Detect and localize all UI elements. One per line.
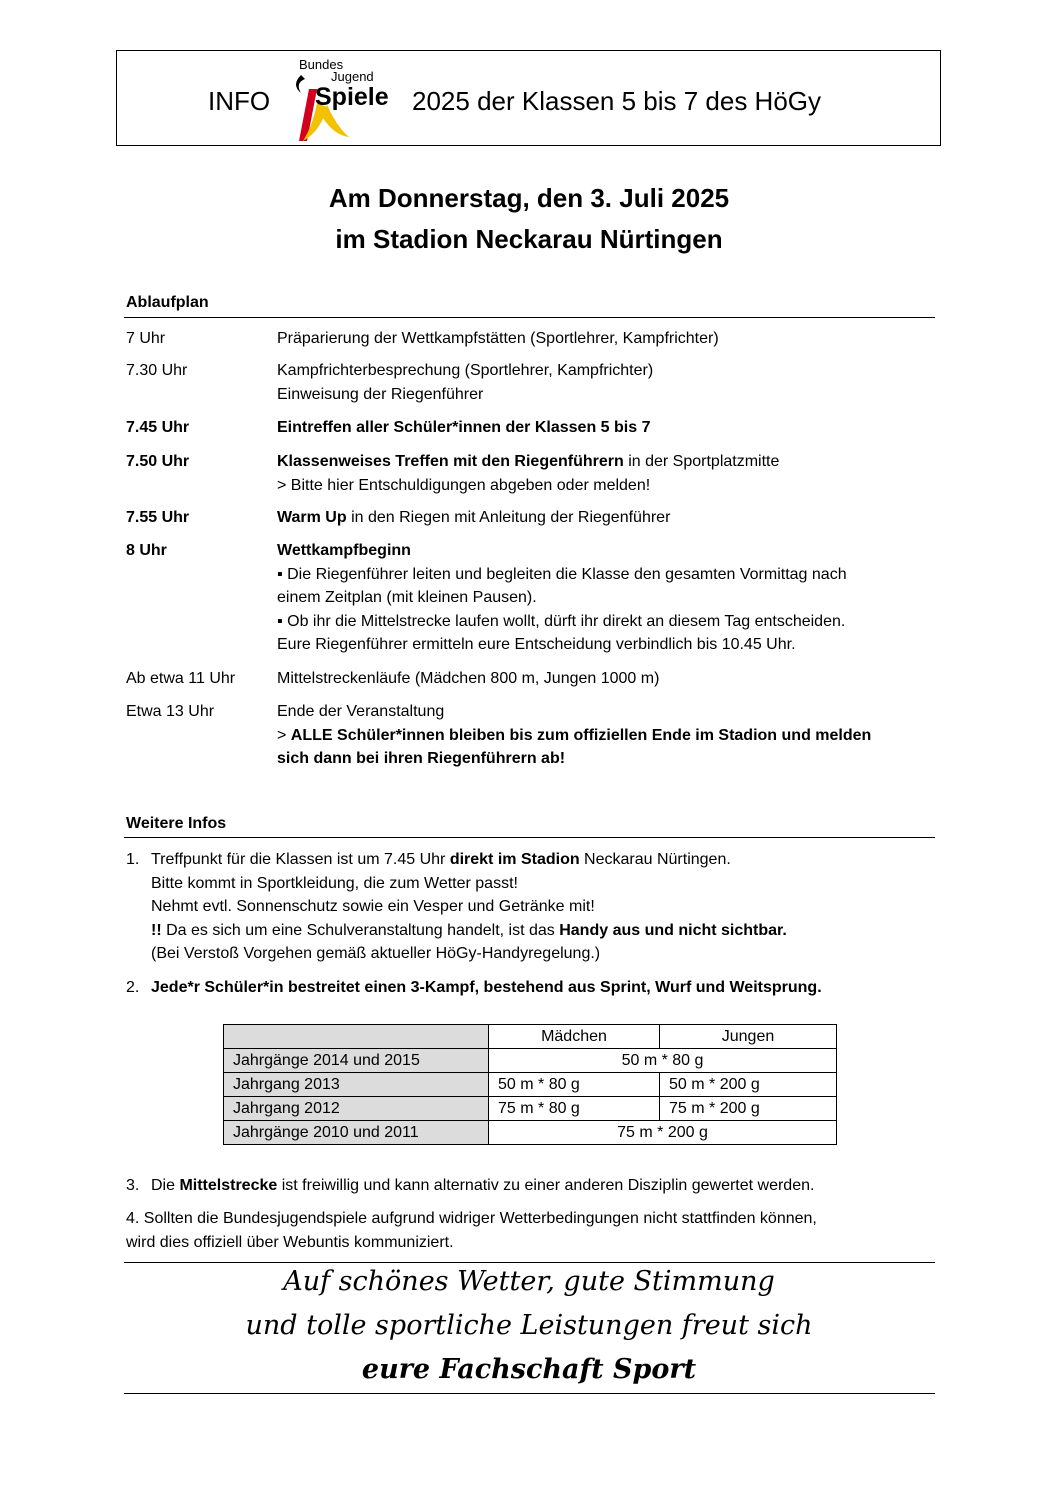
logo-text-bundes: Bundes [299,57,344,72]
schedule-line: Eintreffen aller Schüler*innen der Klassen 5 bis 7 [277,419,651,436]
info-line: (Bei Verstoß Vorgehen gemäß aktueller HöGy-Handyregelung.) [151,945,601,962]
info-bold-text: Mittelstrecke [179,1177,278,1194]
schedule-description [277,506,942,530]
row-label: Jahrgänge 2014 und 2015 [224,1049,489,1073]
schedule-line: Ende der Veranstaltung [277,703,445,720]
schedule-bold-text: Klassenweises Treffen mit den Riegenführern [277,453,624,470]
schedule-line: ▪ Ob ihr die Mittelstrecke laufen wollt, dürft ihr direkt an diesem Tag entscheiden. [277,612,846,630]
discipline-table [223,1024,837,1145]
table-row [224,1097,837,1121]
info-line: 4. Sollten die Bundesjugendspiele aufgrund widriger Wetterbedingungen nicht stattfinden können, [126,1210,817,1227]
schedule-line: Präparierung der Wettkampfstätten (Sportlehrer, Kampfrichter) [277,330,719,347]
info-text-part: ist freiwillig und kann alternativ zu einer anderen Disziplin gewertet werden. [277,1177,815,1194]
table-row [224,1121,837,1145]
table-cell: 50 m * 80 g [489,1073,660,1097]
schedule-text: in der Sportplatzmitte [623,453,780,470]
schedule-time: Ab etwa 11 Uhr [126,670,236,687]
info-line: Bitte kommt in Sportkleidung, die zum Wetter passt! [151,874,518,892]
header-box [116,50,941,146]
schedule-description [277,667,942,691]
schedule-description [277,327,942,351]
info-line [151,848,941,872]
logo-text-jugend: Jugend [331,69,374,84]
schedule-time: 7 Uhr [126,330,166,347]
schedule-line [277,724,942,748]
table-corner-cell [224,1025,489,1049]
column-header-boys: Jungen [660,1025,837,1049]
schedule-time: 7.30 Uhr [126,362,188,379]
schedule-time: 7.45 Uhr [126,419,190,436]
info-text [151,848,941,966]
table-row [224,1073,837,1097]
table-cell: 75 m * 80 g [489,1097,660,1121]
schedule-line: Einweisung der Riegenführer [277,385,484,403]
schedule-time: 7.55 Uhr [126,509,190,526]
table-cell: 75 m * 200 g [660,1097,837,1121]
schedule-bold-text: ALLE Schüler*innen bleiben bis zum offiziellen Ende im Stadion und melden [290,726,872,744]
schedule-time: Etwa 13 Uhr [126,703,215,720]
closing-top-divider [124,1262,935,1263]
info-text [151,1174,941,1198]
schedule-divider [124,317,935,318]
schedule-heading: Ablaufplan [126,294,209,311]
header-title: 2025 der Klassen 5 bis 7 des HöGy [412,86,822,116]
info-number: 3. [126,1177,140,1194]
schedule-description [277,700,942,771]
info-line: wird dies offiziell über Webuntis kommuniziert. [126,1233,454,1251]
schedule-description [277,416,942,440]
infos-divider [124,837,935,838]
info-number: 2. [126,979,140,996]
closing-line: Auf schönes Wetter, gute Stimmung [283,1266,775,1297]
schedule-line: Wettkampfbeginn [277,542,411,559]
info-bold-text: Handy aus und nicht sichtbar. [559,921,787,939]
event-location-title: im Stadion Neckarau Nürtingen [335,224,723,254]
row-label: Jahrgänge 2010 und 2011 [224,1121,489,1145]
info-bold-text: direkt im Stadion [449,851,580,868]
schedule-time: 8 Uhr [126,542,167,559]
info-text: Jede*r Schüler*in bestreitet einen 3-Kampf, bestehend aus Sprint, Wurf und Weitsprung. [151,979,822,996]
event-date-title: Am Donnerstag, den 3. Juli 2025 [328,183,730,213]
closing-line: und tolle sportliche Leistungen freut sich [245,1310,813,1341]
info-label: INFO [208,86,271,116]
schedule-line: Eure Riegenführer ermitteln eure Entscheidung verbindlich bis 10.45 Uhr. [277,636,796,653]
schedule-line: einem Zeitplan (mit kleinen Pausen). [277,589,537,606]
info-line: Nehmt evtl. Sonnenschutz sowie ein Vesper und Getränke mit! [151,898,595,915]
table-row [224,1049,837,1073]
info-text-part: Neckarau Nürtingen. [579,851,731,868]
schedule-description [277,539,942,657]
info-item-4 [126,1207,936,1254]
table-header-row [224,1025,837,1049]
schedule-line: ▪ Die Riegenführer leiten und begleiten die Klasse den gesamten Vormittag nach [277,565,847,583]
info-text-part: Da es sich um eine Schulveranstaltung handelt, ist das [161,921,560,939]
logo-text-spiele: Spiele [315,83,389,111]
table-cell: 50 m * 80 g [489,1049,837,1073]
schedule-time: 7.50 Uhr [126,453,190,470]
bundesjugendspiele-logo [287,55,397,145]
schedule-description [277,450,942,497]
info-bold-text: !! [151,921,162,939]
info-line [151,919,941,943]
row-label: Jahrgang 2012 [224,1097,489,1121]
schedule-text: > [277,726,291,744]
column-header-girls: Mädchen [489,1025,660,1049]
closing-signature: eure Fachschaft Sport [361,1354,697,1385]
schedule-line [277,450,942,474]
schedule-line: sich dann bei ihren Riegenführern ab! [277,750,566,767]
schedule-line: > Bitte hier Entschuldigungen abgeben oder melden! [277,476,651,494]
schedule-line [277,506,942,530]
infos-heading: Weitere Infos [126,815,227,832]
table-cell: 50 m * 200 g [660,1073,837,1097]
info-number: 1. [126,851,140,868]
info-text-part: Treffpunkt für die Klassen ist um 7.45 Uhr [151,851,450,868]
closing-bottom-divider [124,1393,935,1394]
schedule-line: Kampfrichterbesprechung (Sportlehrer, Kampfrichter) [277,362,654,379]
info-text-part: Die [151,1177,180,1194]
table-cell: 75 m * 200 g [489,1121,837,1145]
schedule-bold-text: Warm Up [277,509,347,526]
schedule-text: in den Riegen mit Anleitung der Riegenführer [346,509,671,526]
row-label: Jahrgang 2013 [224,1073,489,1097]
schedule-description [277,359,942,406]
schedule-line: Mittelstreckenläufe (Mädchen 800 m, Jungen 1000 m) [277,670,660,687]
